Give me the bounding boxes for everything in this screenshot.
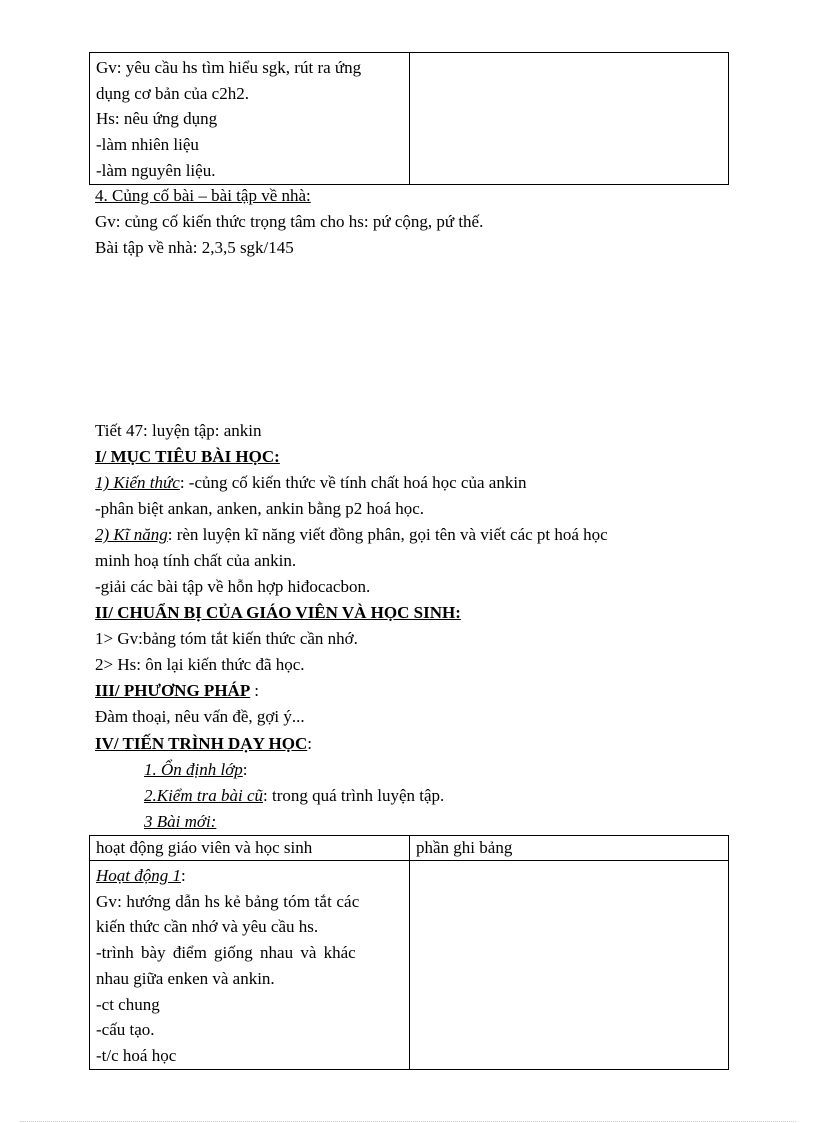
step2-text: : trong quá trình luyện tập.	[263, 786, 445, 805]
top-table-line: -làm nguyên liệu.	[96, 160, 216, 180]
step2-label: 2.Kiểm tra bài cũ	[144, 786, 263, 805]
top-table-line: dụng cơ bản của c2h2.	[96, 83, 249, 103]
part4-heading: IV/ TIẾN TRÌNH DẠY HỌC	[95, 734, 308, 753]
part4-step3: 3 Bài mới:	[144, 812, 217, 831]
section4-line1: Gv: củng cố kiến thức trọng tâm cho hs: pứ cộng, pứ thế.	[95, 212, 484, 231]
section4-line2: Bài tập về nhà: 2,3,5 sgk/145	[95, 238, 294, 257]
part3-heading: III/ PHƯƠNG PHÁP	[95, 681, 251, 700]
page-bottom-divider	[20, 1121, 796, 1122]
top-table-line: Hs: nêu ứng dụng	[96, 109, 218, 129]
part2-line1: 1> Gv:bảng tóm tắt kiến thức cần nhớ.	[95, 629, 358, 648]
part2-line2: 2> Hs: ôn lại kiến thức đã học.	[95, 655, 305, 674]
lesson-title: Tiết 47: luyện tập: ankin	[95, 421, 262, 440]
part4-heading-line	[95, 731, 312, 757]
table-header-board: phần ghi bảng	[410, 836, 729, 861]
activity-label-suffix: :	[181, 866, 186, 885]
skill-text: : rèn luyện kĩ năng viết đồng phân, gọi tên và viết các pt hoá học	[167, 525, 608, 544]
top-table-right-cell	[410, 53, 729, 185]
top-table	[89, 52, 729, 185]
part1-line2: -phân biệt ankan, anken, ankin bằng p2 hoá học.	[95, 499, 425, 518]
part1-skill-line	[95, 522, 608, 548]
part3-line1: Đàm thoại, nêu vấn đề, gợi ý...	[95, 707, 305, 726]
activity-line: -cấu tạo.	[96, 1020, 155, 1040]
part4-step2-line	[144, 783, 444, 809]
activity-line: kiến thức cần nhớ và yêu cầu hs.	[96, 917, 319, 937]
top-table-line: Gv: yêu cầu hs tìm hiểu sgk, rút ra ứng	[96, 58, 362, 77]
activity-cell	[90, 861, 410, 1070]
table-header-activities: hoạt động giáo viên và học sinh	[90, 836, 410, 861]
activity-table	[89, 835, 729, 1070]
activity-line: -trình bày điểm giống nhau và khác	[96, 943, 356, 963]
board-cell	[410, 861, 729, 1070]
activity-line: -ct chung	[96, 994, 160, 1014]
part4-step1-line	[144, 757, 248, 783]
activity-line: Gv: hướng dẫn hs kẻ bảng tóm tắt các	[96, 891, 360, 911]
part3-heading-line	[95, 678, 259, 704]
step1-suffix: :	[242, 760, 248, 779]
part1-line4: minh hoạ tính chất của ankin.	[95, 551, 297, 570]
top-table-line: -làm nhiên liệu	[96, 135, 199, 155]
skill-label: 2) Kĩ năng	[95, 525, 168, 544]
part1-knowledge-line	[95, 470, 527, 496]
top-table-left-cell	[90, 53, 410, 185]
activity-line: -t/c hoá học	[96, 1045, 177, 1065]
part1-heading: I/ MỤC TIÊU BÀI HỌC:	[95, 447, 280, 466]
knowledge-text: : -củng cố kiến thức về tính chất hoá học của ankin	[179, 473, 527, 492]
section4-heading: 4. Củng cố bài – bài tập về nhà:	[95, 186, 311, 205]
activity-label: Hoạt động 1	[96, 866, 181, 885]
activity-line: nhau giữa enken và ankin.	[96, 968, 275, 988]
part3-heading-suffix: :	[254, 681, 259, 700]
part2-heading: II/ CHUẨN BỊ CỦA GIÁO VIÊN VÀ HỌC SINH:	[95, 603, 461, 622]
part1-line5: -giải các bài tập về hỗn hợp hiđocacbon.	[95, 577, 371, 596]
part4-heading-suffix: :	[307, 734, 312, 753]
knowledge-label: 1) Kiến thức	[95, 473, 180, 492]
activity-label-line	[96, 863, 403, 889]
step1-label: 1. Ổn định lớp	[144, 760, 243, 779]
